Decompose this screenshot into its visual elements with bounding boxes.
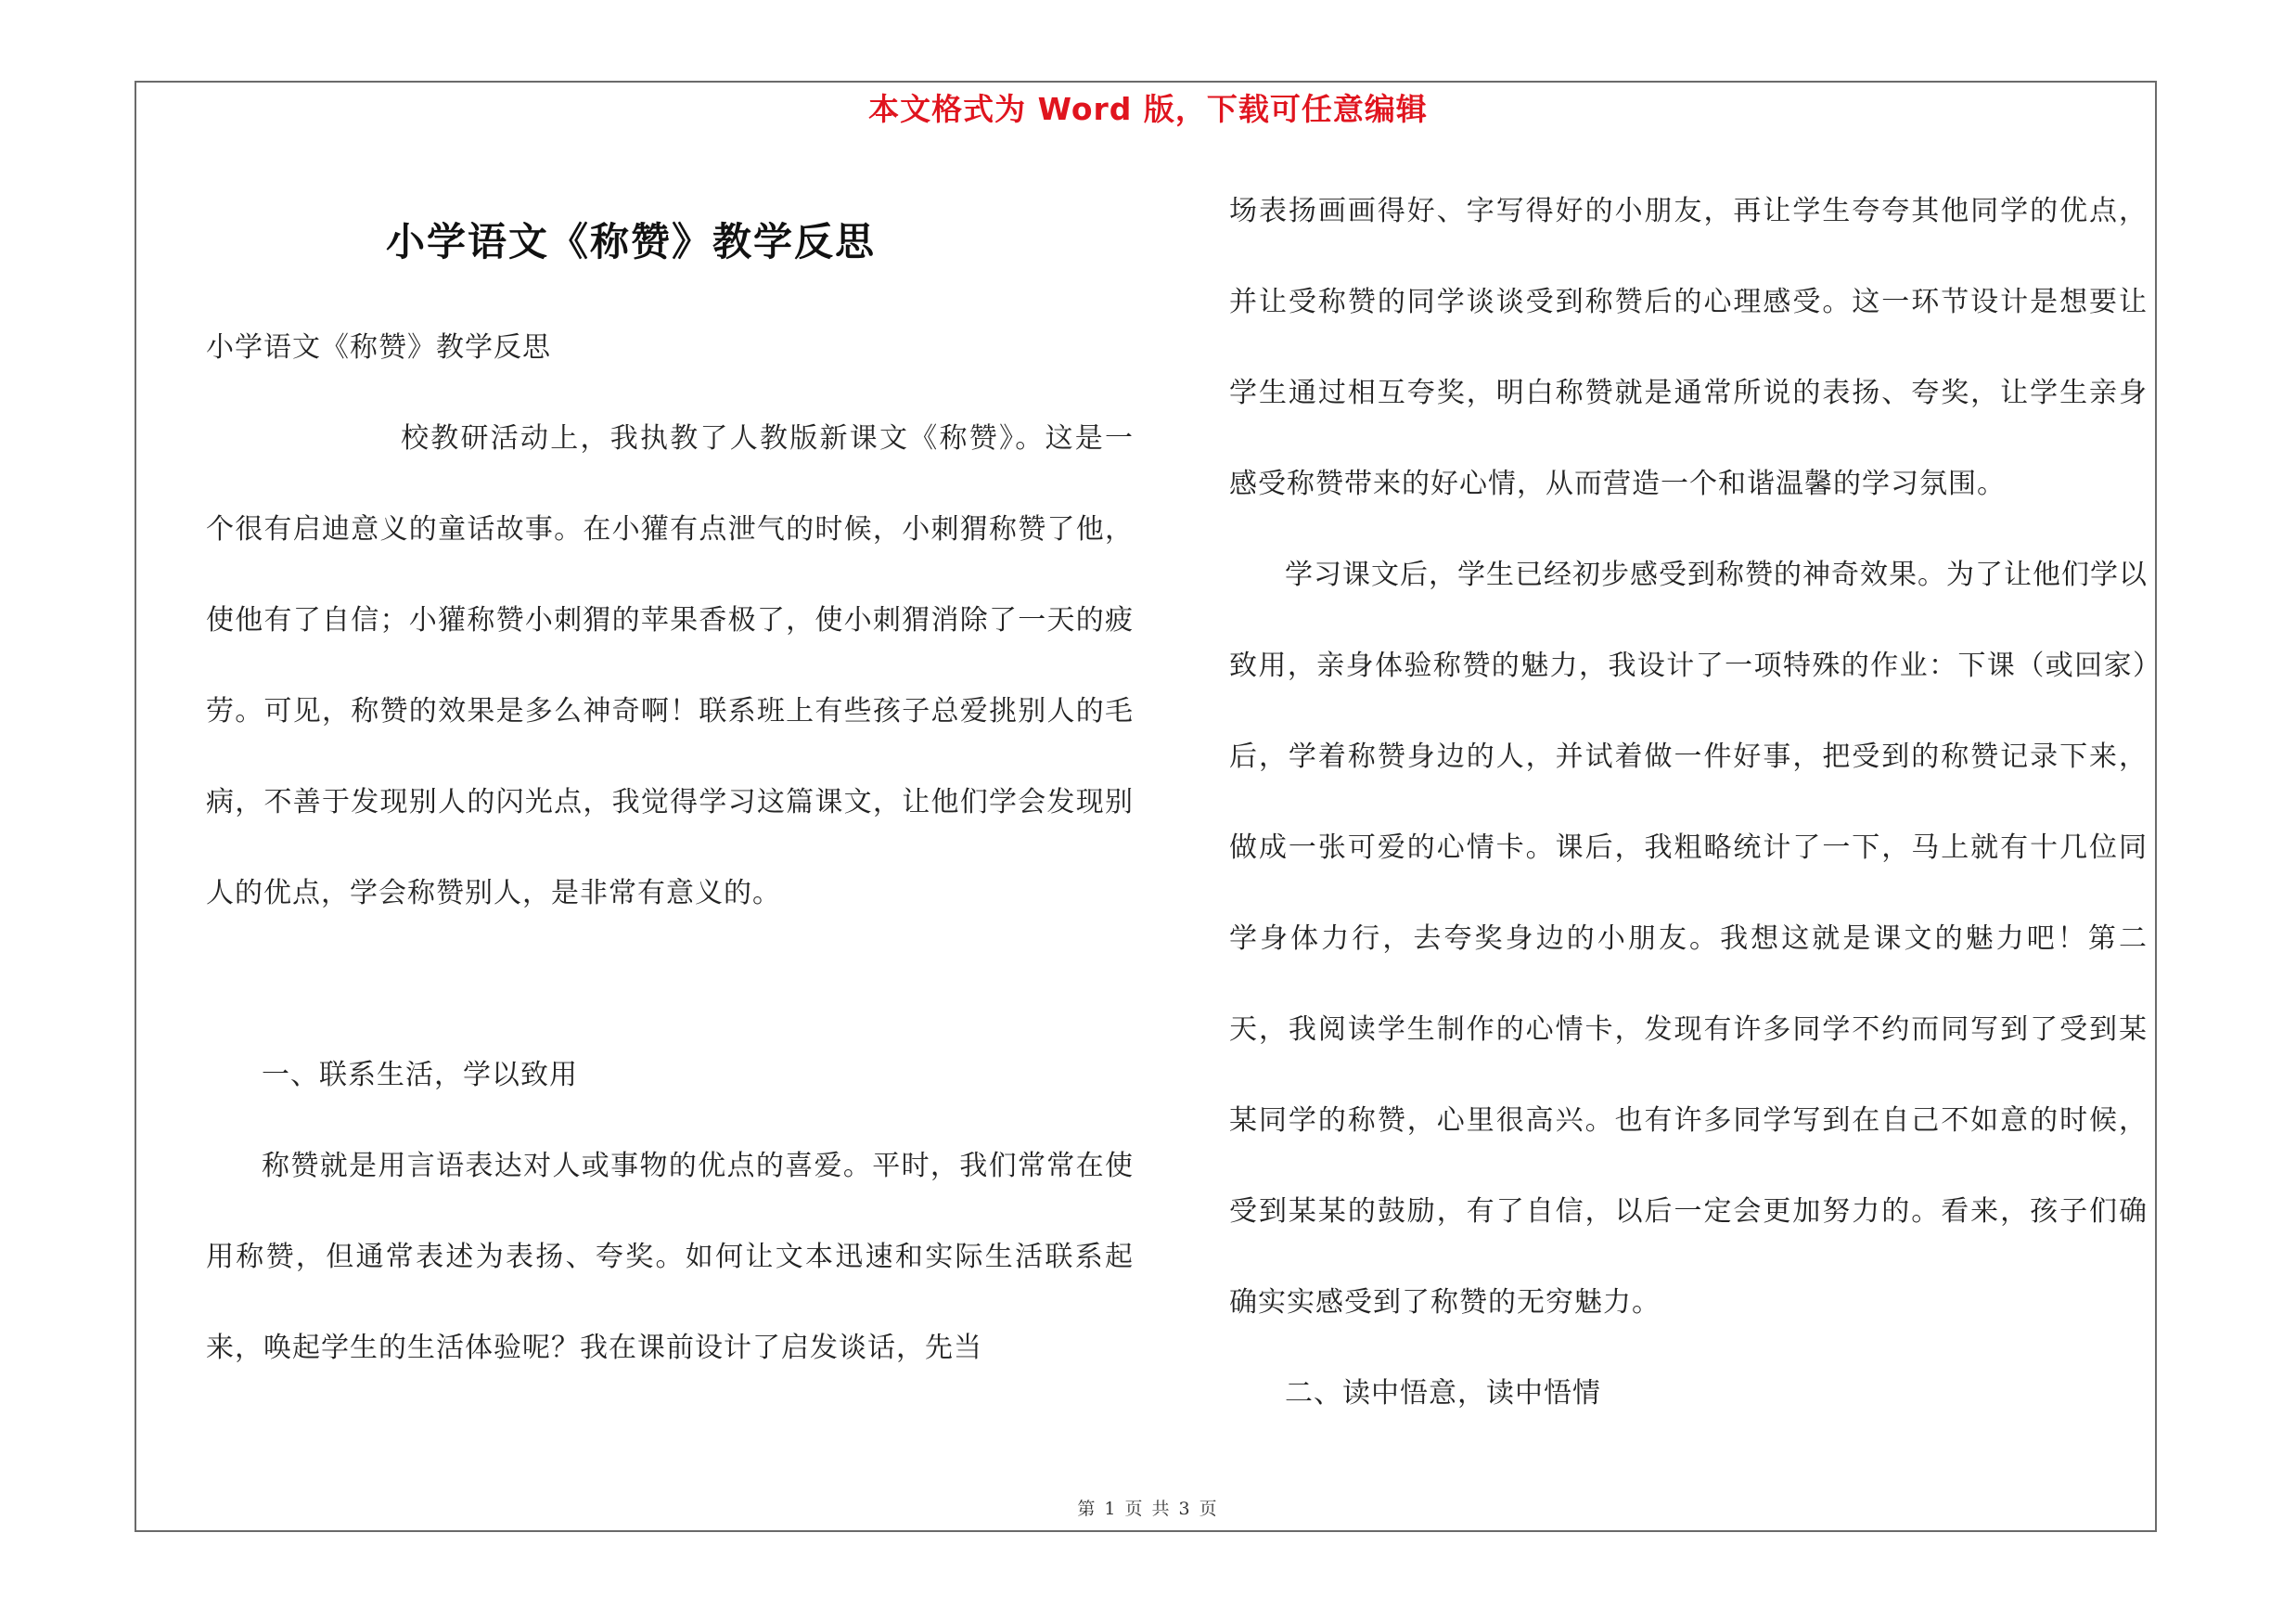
paragraph-1: 称赞就是用言语表达对人或事物的优点的喜爱。平时，我们常常在使用称赞，但通常表述为表扬、夸奖。如何让文本迅速和实际生活联系起来，唤起学生的生活体验呢？我在课前设计了启发谈话，先当: [206, 1150, 1134, 1364]
paragraph-2: 学习课文后，学生已经初步感受到称赞的神奇效果。为了让他们学以致用，亲身体验称赞的魅力，我设计了一项特殊的作业：下课（或回家）后，学着称赞身边的人，并试着做一件好事，把受到的称赞记录下来，做成一张可爱的心情卡。课后，我粗略统计了一下，马上就有十几位同学身体力行，去夸奖身边的小朋友。我想这就是课文的魅力吧！第二天，我阅读学生制作的心情卡，发现有许多同学不约而同写到了受到某某同学的称赞，心里很高兴。也有许多同学写到在自己不如意的时候，受到某某的鼓励，有了自信，以后一定会更加努力的。看来，孩子们确确实实感受到了称赞的无穷魅力。: [1229, 559, 2148, 1319]
spacer: [206, 939, 1134, 1030]
subtitle: 小学语文《称赞》教学反思: [206, 331, 551, 364]
section-heading-2: 二、读中悟意，读中悟情: [1285, 1377, 1601, 1410]
section-heading-1: 一、联系生活，学以致用: [262, 1059, 578, 1091]
left-column: [206, 303, 1134, 1394]
right-column: [1229, 166, 2148, 1439]
intro-paragraph: 校教研活动上，我执教了人教版新课文《称赞》。这是一个很有启迪意义的童话故事。在小獾有点泄气的时候，小刺猬称赞了他，使他有了自信；小獾称赞小刺猬的苹果香极了，使小刺猬消除了一天的疲劳。可见，称赞的效果是多么神奇啊！联系班上有些孩子总爱挑别人的毛病，不善于发现别人的闪光点，我觉得学习这篇课文，让他们学会发现别人的优点，学会称赞别人，是非常有意义的。: [206, 422, 1134, 909]
paragraph-1-continued: 场表扬画画得好、字写得好的小朋友，再让学生夸夸其他同学的优点，并让受称赞的同学谈谈受到称赞后的心理感受。这一环节设计是想要让学生通过相互夸奖，明白称赞就是通常所说的表扬、夸奖，让学生亲身感受称赞带来的好心情，从而营造一个和谐温馨的学习氛围。: [1229, 195, 2148, 500]
document-title: 小学语文《称赞》教学反思: [385, 219, 876, 264]
page-number: 第 1 页 共 3 页: [1077, 1499, 1219, 1519]
format-banner: 本文格式为 Word 版，下载可任意编辑: [868, 91, 1428, 127]
